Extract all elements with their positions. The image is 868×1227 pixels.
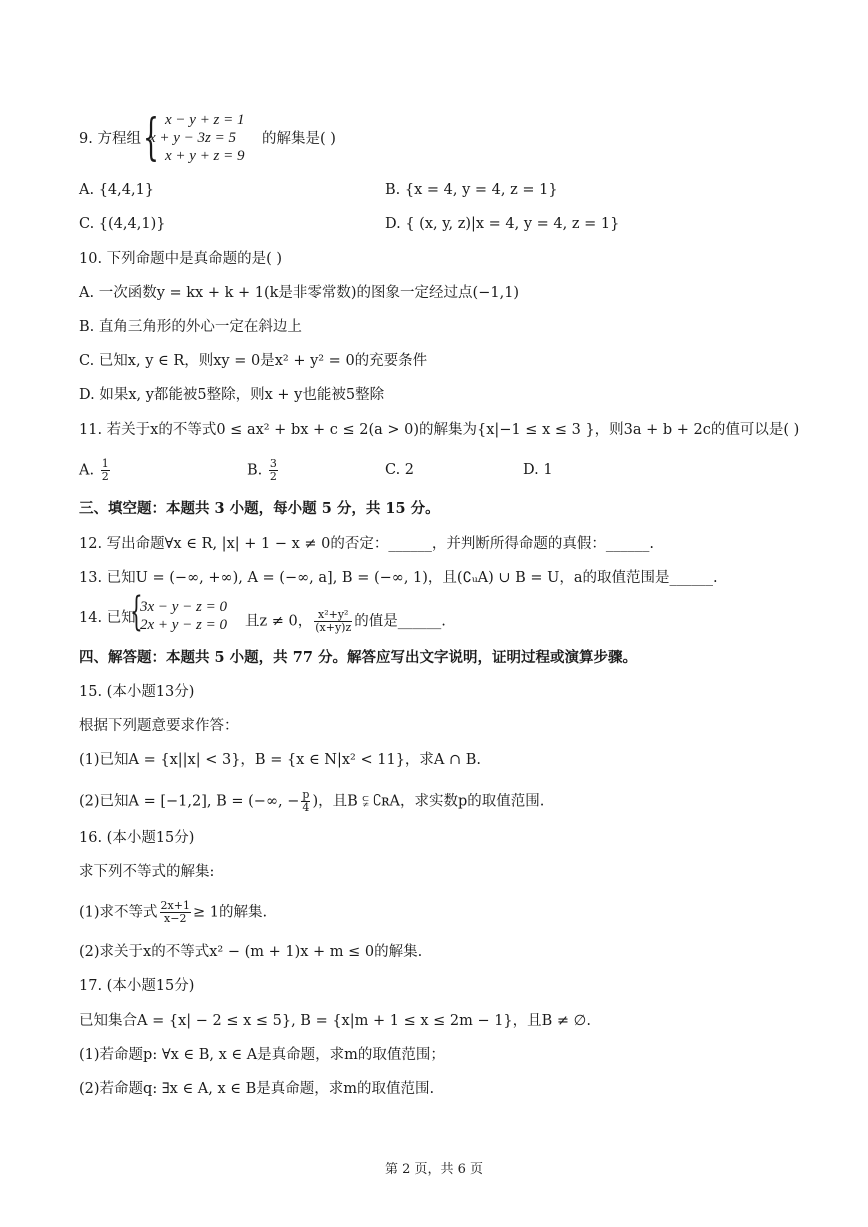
- q11-option-d[interactable]: D. 1: [523, 462, 553, 478]
- q9-option-b[interactable]: B. {x = 4, y = 4, z = 1}: [385, 182, 558, 198]
- left-brace-icon: {: [143, 108, 159, 166]
- q16-part1: (1)求不等式 $\frac{2x+1}{x-2}$ ≥ 1的解集.: [79, 899, 268, 925]
- q17-title: 17. (本小题15分): [79, 978, 195, 994]
- q14-fraction: $\frac{\text{x²+y²}}{(x+y)z}$: [315, 608, 352, 634]
- q10-option-a[interactable]: A. 一次函数y = kx + k + 1(k是非零常数)的图象一定经过点(−1,1): [79, 285, 520, 301]
- q14-prefix: 14. 已知: [79, 610, 136, 626]
- q11-stem: 11. 若关于x的不等式0 ≤ ax² + bx + c ≤ 2(a > 0)的解集为{x|−1 ≤ x ≤ 3 }，则3a + b + 2c的值可以是( ): [79, 422, 800, 438]
- q9-eq1: x − y + z = 1: [165, 112, 245, 128]
- q14-suffix: 的值是______.: [354, 613, 446, 630]
- q10-option-d[interactable]: D. 如果x, y都能被5整除，则x + y也能被5整除: [79, 387, 385, 403]
- q17-part1: (1)若命题p: ∀x ∈ B, x ∈ A是真命题，求m的取值范围；: [79, 1047, 445, 1063]
- q9-prefix: 9. 方程组: [79, 131, 141, 147]
- section-4-heading: 四、解答题：本题共 5 小题，共 77 分。解答应写出文字说明，证明过程或演算步骤。: [79, 649, 637, 666]
- q9-eq2: x + y − 3z = 5: [149, 130, 237, 146]
- q11-option-a-fraction: $\frac{1}{2}$: [101, 457, 109, 483]
- q11-option-b[interactable]: [247, 458, 280, 483]
- q14-eq2: 2x + y − z = 0: [140, 617, 228, 633]
- q16-part2: (2)求关于x的不等式x² − (m + 1)x + m ≤ 0的解集.: [79, 944, 423, 960]
- q11-option-b-fraction: $\frac{3}{2}$: [269, 457, 277, 483]
- q11-option-a-label: A.: [79, 462, 95, 479]
- q15-part1: (1)已知A = {x||x| < 3}，B = {x ∈ N|x² < 11}，求A ∩ B.: [79, 752, 482, 768]
- q15-fraction: $\frac{p}{4}$: [302, 788, 310, 814]
- section-3-heading: 三、填空题：本题共 3 小题，每小题 5 分，共 15 分。: [79, 500, 440, 517]
- q17-part2: (2)若命题q: ∃x ∈ A, x ∈ B是真命题，求m的取值范围.: [79, 1081, 435, 1097]
- q9-suffix: 的解集是( ): [262, 131, 336, 147]
- q15-part2: (2)已知A = [−1,2], B = (−∞, − $\frac{p}{4}$ )，且B ⫋ ∁ʀA，求实数p的取值范围.: [79, 788, 545, 814]
- q11-option-c[interactable]: C. 2: [385, 462, 415, 478]
- q11-option-b-label: B.: [247, 462, 263, 479]
- q10-option-c[interactable]: C. 已知x, y ∈ R，则xy = 0是x² + y² = 0的充要条件: [79, 353, 428, 369]
- q9-option-d[interactable]: D. { (x, y, z)|x = 4, y = 4, z = 1}: [385, 216, 620, 232]
- q17-intro: 已知集合A = {x| − 2 ≤ x ≤ 5}, B = {x|m + 1 ≤ x ≤ 2m − 1}，且B ≠ ∅.: [79, 1013, 591, 1029]
- q16-fraction: $\frac{2x+1}{x-2}$: [160, 899, 190, 925]
- q14-mid: 且z ≠ 0，: [245, 613, 313, 630]
- q10-stem: 10. 下列命题中是真命题的是( ): [79, 251, 283, 267]
- q10-option-b[interactable]: B. 直角三角形的外心一定在斜边上: [79, 319, 302, 335]
- q16-title: 16. (本小题15分): [79, 830, 195, 846]
- q9-option-c[interactable]: C. {(4,4,1)}: [79, 216, 166, 232]
- q9-eq3: x + y + z = 9: [165, 148, 245, 164]
- q12-text: 12. 写出命题∀x ∈ R, |x| + 1 − x ≠ 0的否定：______，并判断所得命题的真假：______.: [79, 536, 654, 552]
- q15-intro: 根据下列题意要求作答：: [79, 718, 239, 734]
- q14-eq1: 3x − y − z = 0: [140, 599, 228, 615]
- q16-intro: 求下列不等式的解集:: [79, 864, 215, 880]
- q14-tail: [245, 609, 446, 634]
- q11-option-a[interactable]: [79, 458, 112, 483]
- q14-equation-system: [130, 589, 260, 638]
- q15-title: 15. (本小题13分): [79, 684, 195, 700]
- q13-text: 13. 已知U = (−∞, +∞), A = (−∞, a], B = (−∞, 1)，且(∁ᵤA) ∪ B = U，a的取值范围是______.: [79, 570, 718, 586]
- q9-option-a[interactable]: A. {4,4,1}: [79, 182, 155, 198]
- page-footer: 第 2 页，共 6 页: [384, 1162, 484, 1177]
- left-brace-icon: {: [130, 589, 143, 635]
